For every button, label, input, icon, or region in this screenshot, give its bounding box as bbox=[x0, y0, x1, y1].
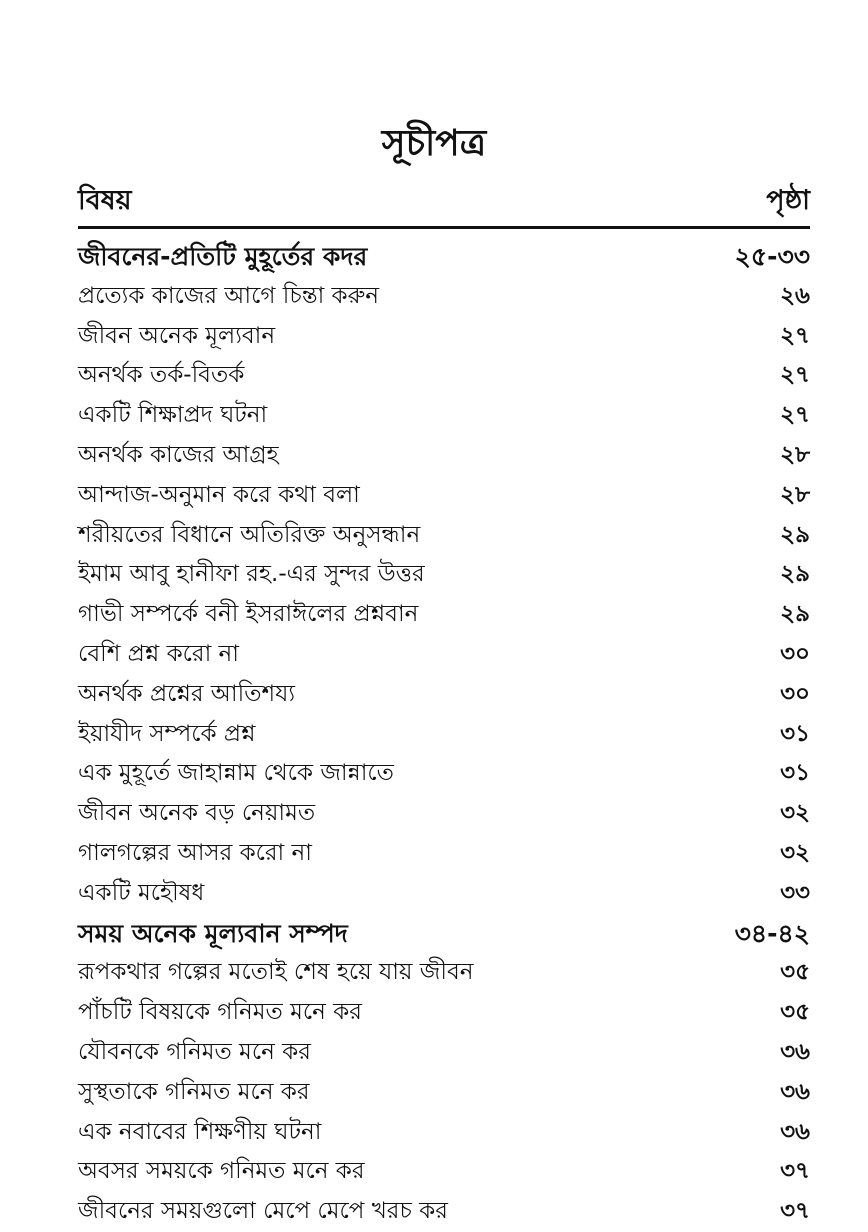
toc-entry-page: ৩৬ bbox=[780, 1078, 810, 1105]
toc-row bbox=[78, 595, 810, 635]
toc-entry-title: অনর্থক প্রশ্নের আতিশয্য bbox=[78, 680, 295, 707]
toc-row bbox=[78, 874, 810, 914]
toc-entry-title: একটি মহৌষধ bbox=[78, 879, 205, 906]
toc-entry-page: ৩৫ bbox=[780, 999, 810, 1026]
toc-row bbox=[78, 754, 810, 794]
toc-entry-page: ৩২ bbox=[780, 839, 810, 866]
toc-row bbox=[78, 993, 810, 1033]
toc-row bbox=[78, 635, 810, 675]
toc-entry-page: ২৬ bbox=[780, 282, 810, 309]
toc-entry-title: এক মুহূর্তে জাহান্নাম থেকে জান্নাতে bbox=[78, 760, 394, 787]
toc-entry-title: জীবন অনেক মূল্যবান bbox=[78, 322, 276, 349]
toc-row bbox=[78, 794, 810, 834]
toc-entry-page: ৩৬ bbox=[780, 1038, 810, 1065]
toc-entry-title: যৌবনকে গনিমত মনে কর bbox=[78, 1038, 311, 1065]
toc-entry-title: সময় অনেক মূল্যবান সম্পদ bbox=[78, 918, 348, 948]
toc-entry-title: জীবনের-প্রতিটি মুহূর্তের কদর bbox=[78, 242, 368, 271]
page-column-heading: পৃষ্ঠা bbox=[766, 185, 810, 216]
toc-row bbox=[78, 675, 810, 715]
toc-row bbox=[78, 953, 810, 993]
toc-row bbox=[78, 1113, 810, 1153]
toc-entry-page: ৩৭ bbox=[780, 1158, 810, 1185]
toc-entry-title: অনর্থক তর্ক-বিতর্ক bbox=[78, 362, 245, 389]
toc-row bbox=[78, 834, 810, 874]
toc-entry-title: জীবন অনেক বড় নেয়ামত bbox=[78, 800, 316, 827]
toc-row bbox=[78, 436, 810, 476]
toc-entry-title: অনর্থক কাজের আগ্রহ bbox=[78, 441, 279, 468]
toc-row bbox=[78, 1152, 810, 1192]
header-divider bbox=[78, 226, 810, 229]
toc-entry-title: গালগল্পের আসর করো না bbox=[78, 839, 312, 866]
page-title: সূচীপত্র bbox=[381, 123, 487, 164]
toc-row bbox=[78, 396, 810, 436]
toc-entry-page: ৩১ bbox=[780, 720, 810, 747]
toc-row bbox=[78, 317, 810, 357]
toc-entry-title: গাভী সম্পর্কে বনী ইসরাঈলের প্রশ্নবান bbox=[78, 601, 419, 628]
toc-entry-title: শরীয়তের বিধানে অতিরিক্ত অনুসন্ধান bbox=[78, 521, 421, 548]
toc-entry-page: ২৯ bbox=[780, 561, 810, 588]
toc-row bbox=[78, 555, 810, 595]
toc-row bbox=[78, 715, 810, 755]
toc-entry-title: রূপকথার গল্পের মতোই শেষ হয়ে যায় জীবন bbox=[78, 959, 474, 986]
toc-entry-page: ৩৪-৪২ bbox=[734, 918, 810, 948]
toc-entry-title: আন্দাজ-অনুমান করে কথা বলা bbox=[78, 481, 360, 508]
toc-chapter-row bbox=[78, 914, 810, 954]
toc-entry-page: ৩৭ bbox=[780, 1198, 810, 1225]
toc-entry-title: বেশি প্রশ্ন করো না bbox=[78, 640, 239, 667]
toc-row bbox=[78, 516, 810, 556]
toc-entry-page: ২৭ bbox=[780, 322, 810, 349]
toc-entry-page: ৩৬ bbox=[780, 1118, 810, 1145]
toc-entry-page: ২৯ bbox=[780, 601, 810, 628]
toc-entry-page: ৩০ bbox=[780, 680, 810, 707]
toc-entry-page: ৩১ bbox=[780, 760, 810, 787]
toc-entry-page: ২৮ bbox=[780, 481, 810, 508]
toc-entry-page: ২৮ bbox=[780, 441, 810, 468]
toc-row bbox=[78, 476, 810, 516]
toc-entry-page: ৩০ bbox=[780, 640, 810, 667]
toc-entry-page: ৩২ bbox=[780, 800, 810, 827]
toc-entry-title: এক নবাবের শিক্ষণীয় ঘটনা bbox=[78, 1118, 322, 1145]
toc-entry-page: ২৯ bbox=[780, 521, 810, 548]
toc-entry-title: পাঁচটি বিষয়কে গনিমত মনে কর bbox=[78, 999, 362, 1026]
toc-entry-page: ২৭ bbox=[780, 362, 810, 389]
toc-row bbox=[78, 1073, 810, 1113]
toc-entry-title: ইয়াযীদ সম্পর্কে প্রশ্ন bbox=[78, 720, 256, 747]
toc-entry-page: ২৫-৩৩ bbox=[734, 242, 810, 271]
toc-entry-title: একটি শিক্ষাপ্রদ ঘটনা bbox=[78, 402, 268, 429]
toc-list bbox=[78, 237, 810, 1232]
toc-chapter-row bbox=[78, 237, 810, 277]
toc-entry-page: ৩৩ bbox=[780, 879, 810, 906]
toc-entry-title: জীবনের সময়গুলো মেপে মেপে খরচ কর bbox=[78, 1198, 448, 1225]
toc-entry-page: ৩৫ bbox=[780, 959, 810, 986]
toc-entry-page: ২৭ bbox=[780, 402, 810, 429]
toc-row bbox=[78, 1192, 810, 1232]
toc-entry-title: ইমাম আবু হানীফা রহ.-এর সুন্দর উত্তর bbox=[78, 561, 425, 588]
toc-row bbox=[78, 356, 810, 396]
toc-header bbox=[78, 180, 810, 222]
toc-row bbox=[78, 277, 810, 317]
toc-entry-title: প্রত্যেক কাজের আগে চিন্তা করুন bbox=[78, 282, 380, 309]
subject-column-heading: বিষয় bbox=[78, 185, 132, 216]
toc-entry-title: সুস্থতাকে গনিমত মনে কর bbox=[78, 1078, 310, 1105]
toc-row bbox=[78, 1033, 810, 1073]
toc-entry-title: অবসর সময়কে গনিমত মনে কর bbox=[78, 1158, 365, 1185]
